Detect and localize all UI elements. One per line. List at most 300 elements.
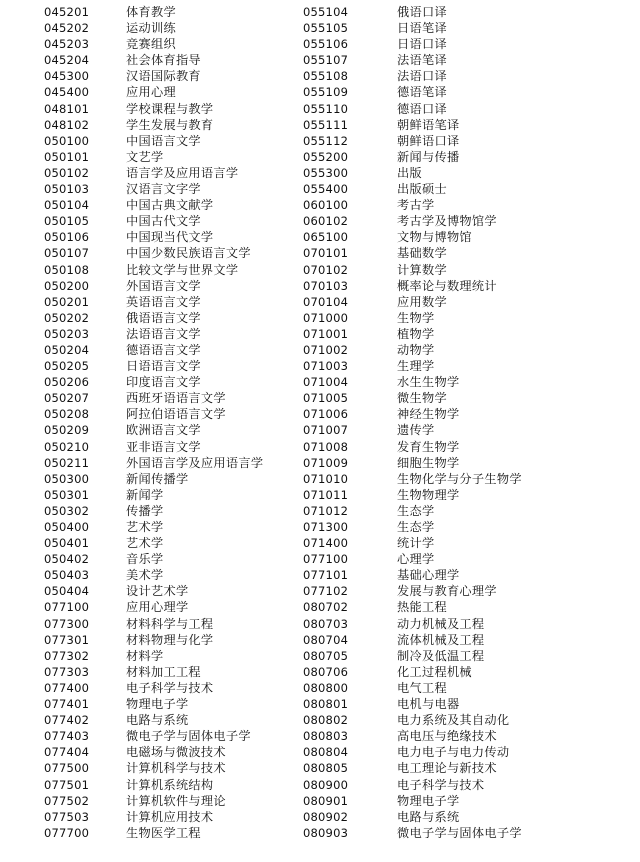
discipline-name: 日语语言文学	[126, 359, 201, 374]
discipline-code: 050402	[44, 552, 90, 567]
discipline-name: 艺术学	[126, 536, 164, 551]
table-row	[303, 197, 623, 213]
discipline-name: 概率论与数理统计	[397, 278, 497, 293]
discipline-name: 应用心理学	[126, 600, 189, 615]
discipline-name: 制冷及低温工程	[397, 648, 485, 663]
discipline-code: 071006	[303, 407, 349, 422]
discipline-code: 050103	[44, 182, 90, 197]
discipline-code: 055111	[303, 117, 349, 132]
discipline-code: 071012	[303, 503, 349, 518]
table-row	[44, 133, 324, 149]
discipline-code: 080705	[303, 648, 349, 663]
table-row	[303, 503, 623, 519]
table-row	[303, 599, 623, 615]
discipline-name: 出版	[397, 165, 422, 180]
table-row	[303, 777, 623, 793]
table-row	[303, 567, 623, 583]
discipline-code: 077502	[44, 793, 90, 808]
table-row	[44, 245, 324, 261]
discipline-name: 考古学	[397, 198, 435, 213]
discipline-name: 材料科学与工程	[126, 616, 214, 631]
discipline-name: 欧洲语言文学	[126, 423, 201, 438]
discipline-name: 文艺学	[126, 149, 164, 164]
table-row	[44, 519, 324, 535]
discipline-name: 材料加工工程	[126, 664, 201, 679]
table-row	[44, 262, 324, 278]
discipline-code: 050106	[44, 230, 90, 245]
discipline-name: 俄语口译	[397, 5, 447, 19]
discipline-code: 055105	[303, 21, 349, 36]
discipline-name: 高电压与绝缘技术	[397, 729, 497, 744]
discipline-code: 060102	[303, 214, 349, 229]
discipline-name: 基础心理学	[397, 568, 460, 583]
discipline-name: 出版硕士	[397, 182, 447, 197]
discipline-name: 英语语言文学	[126, 294, 201, 309]
table-row	[44, 535, 324, 551]
table-row	[303, 149, 623, 165]
discipline-name: 微生物学	[397, 391, 447, 406]
table-row	[303, 84, 623, 100]
discipline-name: 比较文学与世界文学	[126, 262, 239, 277]
table-row	[303, 4, 623, 20]
discipline-code: 071300	[303, 520, 349, 534]
discipline-code: 050201	[44, 294, 90, 309]
discipline-code: 045400	[44, 85, 90, 100]
table-row	[303, 310, 623, 326]
discipline-name: 学校课程与教学	[126, 101, 214, 116]
discipline-name: 计算机应用技术	[126, 809, 214, 824]
discipline-code: 050209	[44, 423, 90, 438]
discipline-code: 050107	[44, 246, 90, 261]
table-row	[303, 535, 623, 551]
discipline-name: 朝鲜语笔译	[397, 117, 460, 132]
table-row	[303, 36, 623, 52]
discipline-code: 077402	[44, 713, 90, 728]
discipline-name: 中国语言文学	[126, 133, 201, 148]
table-row	[44, 294, 324, 310]
table-row	[303, 133, 623, 149]
table-row	[303, 728, 623, 744]
discipline-name: 社会体育指导	[126, 53, 201, 68]
discipline-name: 生态学	[397, 520, 435, 534]
discipline-code: 050206	[44, 375, 90, 390]
discipline-code: 077700	[44, 825, 90, 840]
discipline-name: 汉语言文字学	[126, 182, 201, 197]
table-row	[44, 52, 324, 68]
table-row	[303, 374, 623, 390]
discipline-name: 微电子学与固体电子学	[397, 825, 522, 840]
discipline-code: 080900	[303, 777, 349, 792]
table-row	[44, 503, 324, 519]
discipline-code: 080706	[303, 664, 349, 679]
discipline-name: 神经生物学	[397, 407, 460, 422]
discipline-code: 071011	[303, 487, 349, 502]
table-row	[44, 117, 324, 133]
discipline-code: 055106	[303, 37, 349, 52]
discipline-name: 化工过程机械	[397, 664, 472, 679]
table-row	[44, 439, 324, 455]
discipline-name: 新闻传播学	[126, 471, 189, 486]
discipline-code: 071002	[303, 342, 349, 357]
table-row	[44, 551, 324, 567]
discipline-code: 071010	[303, 471, 349, 486]
table-row	[44, 455, 324, 471]
table-row	[44, 374, 324, 390]
discipline-name: 植物学	[397, 326, 435, 341]
discipline-code: 071009	[303, 455, 349, 470]
discipline-code: 050200	[44, 278, 90, 293]
discipline-code: 071007	[303, 423, 349, 438]
discipline-code: 077100	[44, 600, 90, 615]
discipline-name: 电子科学与技术	[126, 680, 214, 695]
table-row	[44, 165, 324, 181]
discipline-code: 050202	[44, 310, 90, 325]
discipline-code: 050210	[44, 439, 90, 454]
discipline-code: 070104	[303, 294, 349, 309]
table-row	[303, 165, 623, 181]
discipline-name: 俄语语言文学	[126, 310, 201, 325]
discipline-code: 050102	[44, 165, 90, 180]
discipline-code: 050400	[44, 520, 90, 534]
discipline-code: 077400	[44, 680, 90, 695]
discipline-code: 050205	[44, 359, 90, 374]
discipline-name: 朝鲜语口译	[397, 133, 460, 148]
table-row	[44, 471, 324, 487]
discipline-name: 统计学	[397, 536, 435, 551]
discipline-code: 080704	[303, 632, 349, 647]
discipline-code: 050105	[44, 214, 90, 229]
discipline-code: 077303	[44, 664, 90, 679]
discipline-name: 材料物理与化学	[126, 632, 214, 647]
table-row	[303, 229, 623, 245]
discipline-name: 计算机科学与技术	[126, 761, 226, 776]
discipline-code: 055200	[303, 149, 349, 164]
discipline-name: 物理电子学	[126, 697, 189, 712]
discipline-code: 050403	[44, 568, 90, 583]
discipline-name: 外国语言学及应用语言学	[126, 455, 264, 470]
discipline-name: 阿拉伯语语言文学	[126, 407, 226, 422]
table-row	[303, 825, 623, 841]
discipline-code: 077300	[44, 616, 90, 631]
discipline-code: 070102	[303, 262, 349, 277]
table-row	[303, 390, 623, 406]
discipline-code: 050302	[44, 503, 90, 518]
discipline-name: 日语口译	[397, 37, 447, 52]
discipline-name: 印度语言文学	[126, 375, 201, 390]
table-row	[44, 422, 324, 438]
discipline-name: 电机与电器	[397, 697, 460, 712]
table-row	[303, 583, 623, 599]
discipline-name: 发展与教育心理学	[397, 584, 497, 599]
table-row	[44, 406, 324, 422]
table-row	[303, 712, 623, 728]
table-row	[303, 551, 623, 567]
discipline-code: 050204	[44, 342, 90, 357]
table-row	[44, 229, 324, 245]
table-row	[44, 728, 324, 744]
discipline-name: 遗传学	[397, 423, 435, 438]
discipline-code: 050300	[44, 471, 90, 486]
discipline-code: 050404	[44, 584, 90, 599]
discipline-code: 077403	[44, 729, 90, 744]
discipline-code: 048101	[44, 101, 90, 116]
discipline-name: 中国少数民族语言文学	[126, 246, 251, 261]
discipline-name: 日语笔译	[397, 21, 447, 36]
discipline-name: 电气工程	[397, 680, 447, 695]
table-row	[44, 583, 324, 599]
discipline-code: 077503	[44, 809, 90, 824]
table-row	[303, 664, 623, 680]
table-row	[44, 310, 324, 326]
table-row	[303, 471, 623, 487]
discipline-code: 050108	[44, 262, 90, 277]
discipline-code: 045202	[44, 21, 90, 36]
table-row	[303, 455, 623, 471]
discipline-name: 应用数学	[397, 294, 447, 309]
table-row	[44, 793, 324, 809]
table-row	[44, 36, 324, 52]
discipline-name: 流体机械及工程	[397, 632, 485, 647]
table-row	[303, 696, 623, 712]
discipline-name: 法语笔译	[397, 53, 447, 68]
discipline-code: 050101	[44, 149, 90, 164]
discipline-code: 077401	[44, 697, 90, 712]
table-row	[44, 648, 324, 664]
table-row	[303, 616, 623, 632]
discipline-code: 080703	[303, 616, 349, 631]
discipline-name: 新闻学	[126, 487, 164, 502]
discipline-name: 中国现当代文学	[126, 230, 214, 245]
discipline-name: 生物化学与分子生物学	[397, 471, 522, 486]
discipline-name: 计算机系统结构	[126, 777, 214, 792]
discipline-name: 计算机软件与理论	[126, 793, 226, 808]
discipline-name: 德语口译	[397, 101, 447, 116]
table-row	[44, 278, 324, 294]
table-row	[44, 181, 324, 197]
discipline-code: 080805	[303, 761, 349, 776]
discipline-code: 077404	[44, 745, 90, 760]
discipline-code: 055110	[303, 101, 349, 116]
discipline-code: 080800	[303, 680, 349, 695]
table-row	[44, 84, 324, 100]
discipline-name: 德语语言文学	[126, 342, 201, 357]
discipline-name: 电磁场与微波技术	[126, 745, 226, 760]
discipline-name: 音乐学	[126, 552, 164, 567]
table-row	[303, 213, 623, 229]
table-row	[44, 101, 324, 117]
discipline-name: 细胞生物学	[397, 455, 460, 470]
table-row	[303, 632, 623, 648]
table-row	[44, 358, 324, 374]
table-row	[303, 294, 623, 310]
right-column	[303, 4, 623, 841]
discipline-code: 080901	[303, 793, 349, 808]
table-row	[44, 712, 324, 728]
discipline-code: 048102	[44, 117, 90, 132]
table-row	[44, 777, 324, 793]
discipline-name: 电工理论与新技术	[397, 761, 497, 776]
table-row	[303, 760, 623, 776]
discipline-name: 艺术学	[126, 520, 164, 534]
table-row	[44, 326, 324, 342]
discipline-name: 心理学	[397, 552, 435, 567]
table-row	[44, 342, 324, 358]
table-row	[44, 390, 324, 406]
table-row	[44, 20, 324, 36]
discipline-name: 传播学	[126, 503, 164, 518]
discipline-code: 080803	[303, 729, 349, 744]
table-row	[303, 793, 623, 809]
discipline-code: 050211	[44, 455, 90, 470]
discipline-name: 基础数学	[397, 246, 447, 261]
discipline-code: 050104	[44, 198, 90, 213]
table-row	[44, 696, 324, 712]
table-row	[44, 68, 324, 84]
discipline-code: 080903	[303, 825, 349, 840]
discipline-name: 生态学	[397, 503, 435, 518]
discipline-name: 新闻与传播	[397, 149, 460, 164]
discipline-name: 美术学	[126, 568, 164, 583]
table-row	[303, 809, 623, 825]
discipline-code: 045201	[44, 5, 90, 19]
table-row	[303, 358, 623, 374]
table-row	[303, 519, 623, 535]
discipline-code: 077101	[303, 568, 349, 583]
discipline-code: 055300	[303, 165, 349, 180]
discipline-name: 计算数学	[397, 262, 447, 277]
table-row	[44, 487, 324, 503]
table-row	[303, 20, 623, 36]
discipline-name: 中国古典文献学	[126, 198, 214, 213]
discipline-name: 学生发展与教育	[126, 117, 214, 132]
discipline-name: 设计艺术学	[126, 584, 189, 599]
table-row	[44, 744, 324, 760]
discipline-code: 070103	[303, 278, 349, 293]
table-row	[303, 422, 623, 438]
discipline-code: 080702	[303, 600, 349, 615]
discipline-code: 055112	[303, 133, 349, 148]
table-row	[44, 567, 324, 583]
discipline-code: 050208	[44, 407, 90, 422]
discipline-code: 045204	[44, 53, 90, 68]
discipline-code: 065100	[303, 230, 349, 245]
table-row	[44, 809, 324, 825]
discipline-name: 材料学	[126, 648, 164, 663]
discipline-name: 德语笔译	[397, 85, 447, 100]
discipline-code: 055107	[303, 53, 349, 68]
discipline-code: 050100	[44, 133, 90, 148]
table-row	[44, 680, 324, 696]
table-row	[303, 52, 623, 68]
discipline-name: 汉语国际教育	[126, 69, 201, 84]
discipline-name: 西班牙语语言文学	[126, 391, 226, 406]
discipline-name: 微电子学与固体电子学	[126, 729, 251, 744]
discipline-code: 071004	[303, 375, 349, 390]
discipline-name: 电路与系统	[126, 713, 189, 728]
table-row	[303, 278, 623, 294]
discipline-name: 物理电子学	[397, 793, 460, 808]
discipline-code: 070101	[303, 246, 349, 261]
discipline-name: 亚非语言文学	[126, 439, 201, 454]
discipline-name: 生物物理学	[397, 487, 460, 502]
discipline-name: 电力电子与电力传动	[397, 745, 510, 760]
discipline-code: 045203	[44, 37, 90, 52]
discipline-code: 055109	[303, 85, 349, 100]
discipline-code: 050301	[44, 487, 90, 502]
left-column	[44, 4, 324, 841]
discipline-code: 080802	[303, 713, 349, 728]
discipline-code: 071001	[303, 326, 349, 341]
table-row	[303, 117, 623, 133]
discipline-code: 077501	[44, 777, 90, 792]
table-row	[44, 213, 324, 229]
discipline-name: 生物医学工程	[126, 825, 201, 840]
table-row	[44, 599, 324, 615]
table-row	[44, 4, 324, 20]
table-row	[303, 245, 623, 261]
discipline-code: 045300	[44, 69, 90, 84]
discipline-code: 071008	[303, 439, 349, 454]
discipline-name: 动物学	[397, 342, 435, 357]
discipline-name: 文物与博物馆	[397, 230, 472, 245]
table-row	[44, 825, 324, 841]
discipline-code: 050203	[44, 326, 90, 341]
discipline-code: 077302	[44, 648, 90, 663]
table-row	[303, 744, 623, 760]
discipline-code: 050401	[44, 536, 90, 551]
discipline-name: 体育教学	[126, 5, 176, 19]
discipline-code: 077100	[303, 552, 349, 567]
discipline-code: 077301	[44, 632, 90, 647]
discipline-name: 动力机械及工程	[397, 616, 485, 631]
table-row	[303, 487, 623, 503]
discipline-name: 法语口译	[397, 69, 447, 84]
discipline-code: 071000	[303, 310, 349, 325]
table-row	[303, 101, 623, 117]
discipline-code: 080801	[303, 697, 349, 712]
discipline-code: 050207	[44, 391, 90, 406]
discipline-name: 运动训练	[126, 21, 176, 36]
discipline-code: 077500	[44, 761, 90, 776]
discipline-name: 电力系统及其自动化	[397, 713, 510, 728]
table-row	[303, 406, 623, 422]
table-row	[303, 326, 623, 342]
table-row	[303, 262, 623, 278]
discipline-name: 发育生物学	[397, 439, 460, 454]
table-row	[44, 616, 324, 632]
discipline-code: 060100	[303, 198, 349, 213]
discipline-code: 071005	[303, 391, 349, 406]
table-row	[44, 197, 324, 213]
table-row	[303, 68, 623, 84]
table-row	[44, 632, 324, 648]
discipline-name: 生理学	[397, 359, 435, 374]
discipline-name: 水生生物学	[397, 375, 460, 390]
table-row	[44, 149, 324, 165]
discipline-name: 电子科学与技术	[397, 777, 485, 792]
discipline-code: 071400	[303, 536, 349, 551]
discipline-code: 055108	[303, 69, 349, 84]
table-row	[303, 680, 623, 696]
table-row	[44, 760, 324, 776]
discipline-code: 071003	[303, 359, 349, 374]
discipline-name: 竞赛组织	[126, 37, 176, 52]
discipline-code: 055400	[303, 182, 349, 197]
table-row	[303, 648, 623, 664]
discipline-code: 077102	[303, 584, 349, 599]
discipline-name: 外国语言文学	[126, 278, 201, 293]
discipline-code: 080902	[303, 809, 349, 824]
